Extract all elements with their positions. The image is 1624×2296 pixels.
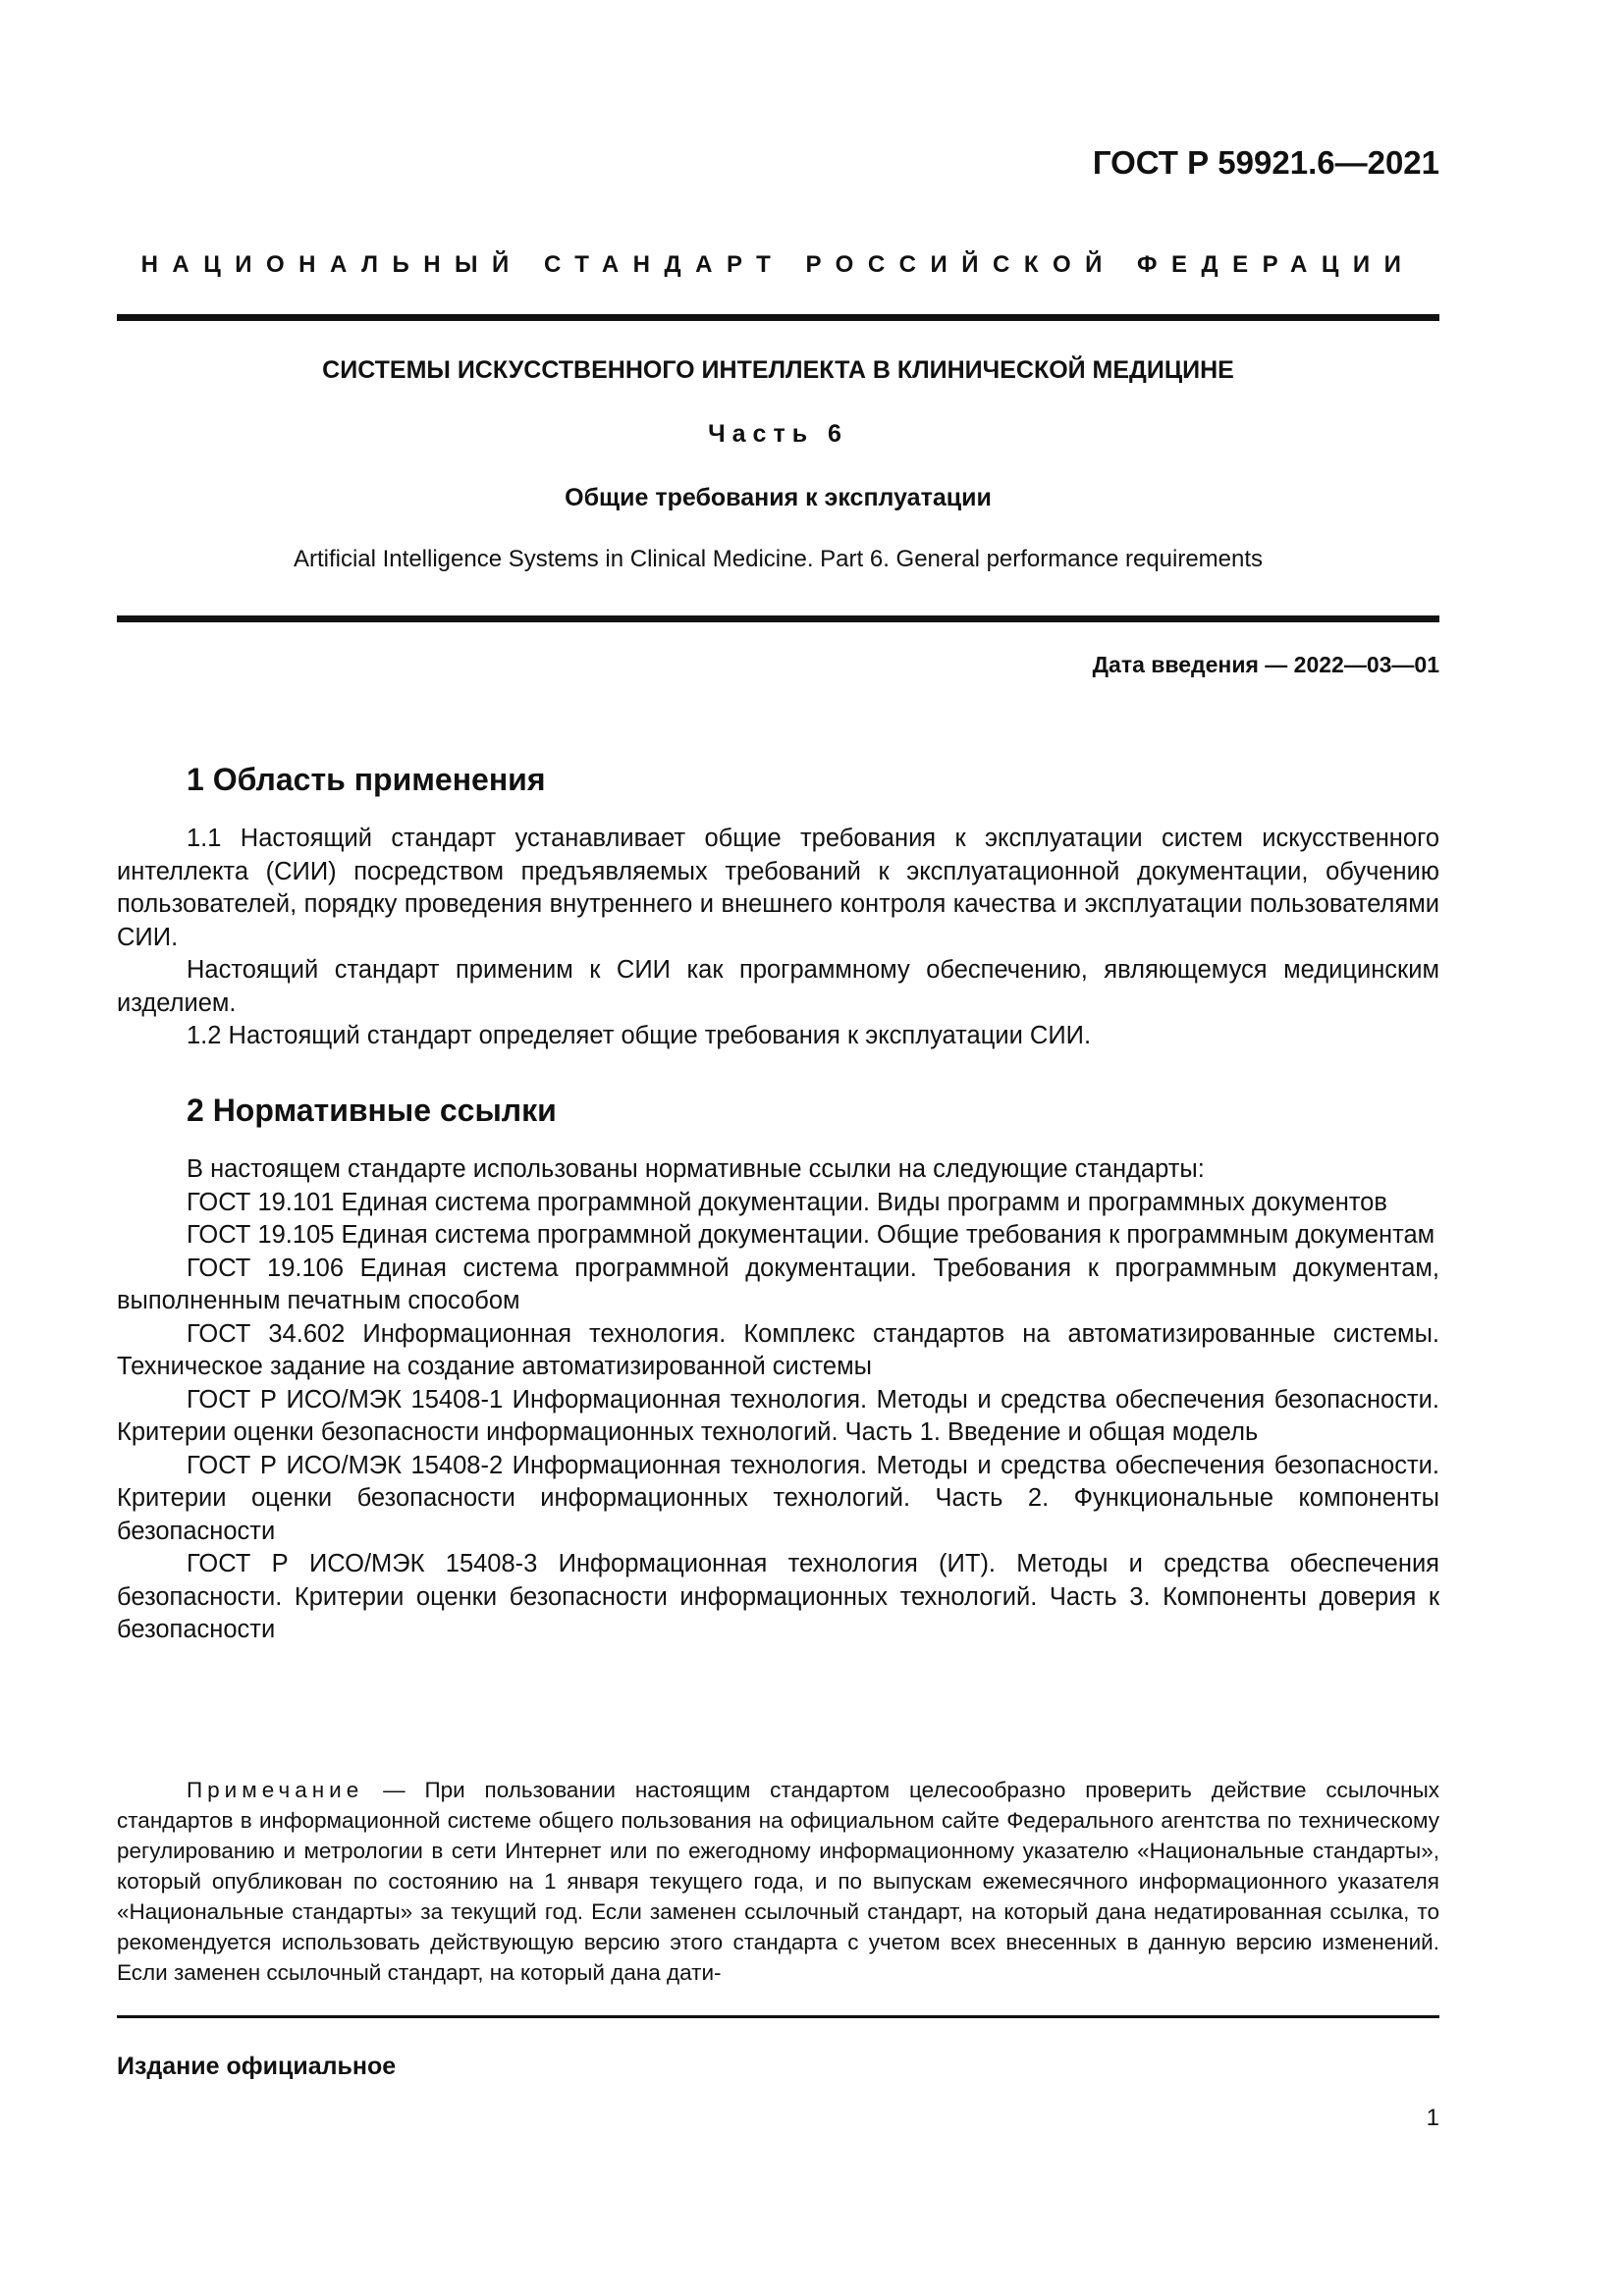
reference-item: ГОСТ 34.602 Информационная технология. Комплекс стандартов на автоматизированные системы. Техническое задание на создание автоматизированной системы — [117, 1319, 1439, 1380]
paragraph: 1.2 Настоящий стандарт определяет общие требования к эксплуатации СИИ. — [187, 1022, 1092, 1049]
top-rule — [117, 314, 1439, 321]
footer-rule — [117, 2015, 1439, 2018]
reference-item: ГОСТ 19.101 Единая система программной документации. Виды программ и программных документов — [187, 1188, 1387, 1216]
official-edition-label: Издание официальное — [117, 2053, 397, 2080]
page-number: 1 — [1426, 2105, 1439, 2131]
reference-item: ГОСТ 19.105 Единая система программной документации. Общие требования к программным документам — [187, 1221, 1435, 1249]
section-2-body — [117, 1153, 1439, 1647]
note-label: Примечание — [187, 1778, 364, 1802]
note-text: — При пользовании настоящим стандартом целесообразно проверить действие ссылочных стандартов в информационной системе общего пользования на официальном сайте Федерального агентства по техническому регулированию и метрологии в сети Интернет или по ежегодному информационному указателю «Национальные стандарты», который опубликован по состоянию на 1 января текущего года, и по выпускам ежемесячного информационного указателя «Национальные стандарты» за текущий год. Если заменен ссылочный стандарт, на который дана недатированная ссылка, то рекомендуется использовать действующую версию этого стандарта с учетом всех внесенных в данную версию изменений. Если заменен ссылочный стандарт, на который дана дати- — [117, 1778, 1439, 1985]
note — [117, 1775, 1439, 1988]
standard-designation: ГОСТ Р 59921.6—2021 — [1092, 144, 1439, 181]
reference-item: ГОСТ Р ИСО/МЭК 15408-2 Информационная технология. Методы и средства обеспечения безопасности. Критерии оценки безопасности информационных технологий. Часть 2. Функциональные компоненты безопасности — [117, 1451, 1439, 1545]
national-standard-banner: НАЦИОНАЛЬНЫЙ СТАНДАРТ РОССИЙСКОЙ ФЕДЕРАЦИИ — [140, 251, 1416, 278]
document-title: СИСТЕМЫ ИСКУССТВЕННОГО ИНТЕЛЛЕКТА В КЛИНИЧЕСКОЙ МЕДИЦИНЕ — [322, 356, 1234, 384]
paragraph: 1.1 Настоящий стандарт устанавливает общие требования к эксплуатации систем искусственного интеллекта (СИИ) посредством предъявляемых требований к эксплуатационной документации, обучению пользователей, порядку проведения внутреннего и внешнего контроля качества и эксплуатации пользователями СИИ. — [117, 825, 1439, 951]
reference-item: ГОСТ Р ИСО/МЭК 15408-3 Информационная технология (ИТ). Методы и средства обеспечения безопасности. Критерии оценки безопасности информационных технологий. Часть 3. Компоненты доверия к безопасности — [117, 1550, 1439, 1643]
reference-item: ГОСТ Р ИСО/МЭК 15408-1 Информационная технология. Методы и средства обеспечения безопасности. Критерии оценки безопасности информационных технологий. Часть 1. Введение и общая модель — [117, 1385, 1439, 1446]
english-title: Artificial Intelligence Systems in Clinical Medicine. Part 6. General performance requirements — [293, 546, 1264, 572]
section-1-heading: 1 Область применения — [187, 762, 546, 797]
reference-item: ГОСТ 19.106 Единая система программной документации. Требования к программным документам, выполненным печатным способом — [117, 1254, 1439, 1314]
section-2-heading: 2 Нормативные ссылки — [187, 1093, 557, 1128]
section-1-body — [117, 823, 1439, 1053]
paragraph: Настоящий стандарт применим к СИИ как программному обеспечению, являющемуся медицинским изделием. — [117, 956, 1439, 1017]
document-subtitle: Общие требования к эксплуатации — [565, 484, 992, 511]
introduction-date: Дата введения — 2022—03—01 — [1092, 652, 1439, 677]
title-bottom-rule — [117, 615, 1439, 622]
part-label: Часть 6 — [708, 420, 848, 448]
paragraph: В настоящем стандарте использованы нормативные ссылки на следующие стандарты: — [187, 1155, 1205, 1183]
